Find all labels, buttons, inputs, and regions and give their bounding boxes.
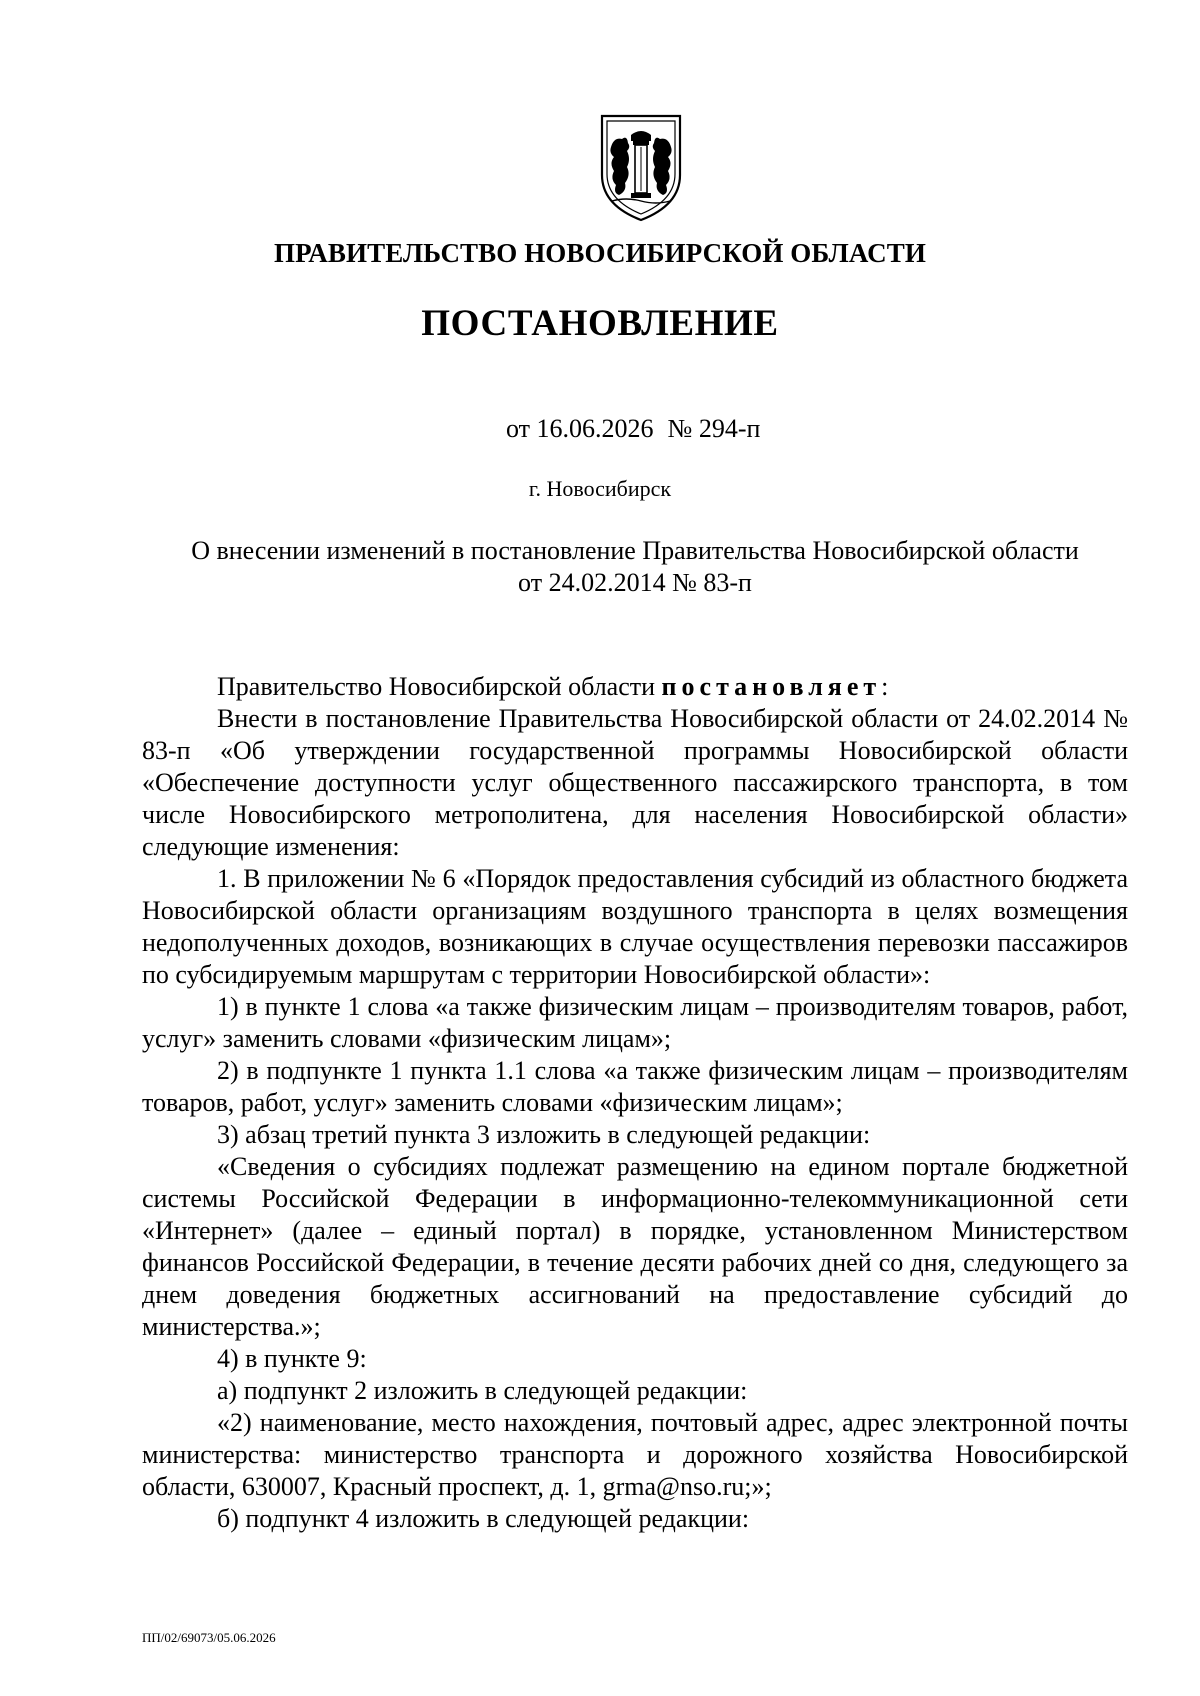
- body-paragraph: а) подпункт 2 изложить в следующей редакции:: [217, 1376, 748, 1405]
- body-paragraph: 1) в пункте 1 слова «а также физическим лицам – производителям товаров, работ, услуг» заменить словами «физическим лицам»;: [142, 992, 1128, 1053]
- intro-paragraph: [142, 671, 1128, 703]
- document-number: № 294-п: [667, 414, 761, 443]
- city-line: г. Новосибирск: [528, 476, 672, 501]
- body-paragraph: «Сведения о субсидиях подлежат размещению на едином портале бюджетной системы Российской Федерации в информационно-телекоммуникационной сети «Интернет» (далее – единый портал) в порядке, установленном Министерством финансов Российской Федерации, в течение десяти рабочих дней со дня, следующего за днем доведения бюджетных ассигнований на предоставление субсидий до министерства.»;: [142, 1152, 1128, 1341]
- body-paragraph: 3) абзац третий пункта 3 изложить в следующей редакции:: [217, 1120, 871, 1149]
- body-paragraph: «2) наименование, место нахождения, почтовый адрес, адрес электронной почты министерства: министерство транспорта и дорожного хозяйства Новосибирской области, 630007, Красный проспект, д. 1, grma@nso.ru;»;: [142, 1408, 1128, 1501]
- body-paragraph: 1. В приложении № 6 «Порядок предоставления субсидий из областного бюджета Новосибирской области организациям воздушного транспорта в целях возмещения недополученных доходов, возникающих в случае осуществления перевозки пассажиров по субсидируемым маршрутам с территории Новосибирской области»:: [142, 864, 1128, 989]
- date-number-line: [506, 414, 760, 444]
- body-paragraph: 2) в подпункте 1 пункта 1.1 слова «а также физическим лицам – производителям товаров, работ, услуг» заменить словами «физическим лицам»;: [142, 1056, 1128, 1117]
- document-subject: [140, 535, 1130, 599]
- document-body: [142, 671, 1128, 1535]
- subject-line-2: от 24.02.2014 № 83-п: [518, 568, 752, 597]
- subject-line-1: О внесении изменений в постановление Правительства Новосибирской области: [191, 536, 1079, 565]
- intro-lead: Правительство Новосибирской области: [217, 672, 662, 701]
- body-paragraph: Внести в постановление Правительства Новосибирской области от 24.02.2014 № 83-п «Об утверждении государственной программы Новосибирской области «Обеспечение доступности услуг общественного пассажирского транспорта, в том числе Новосибирского метрополитена, для населения Новосибирской области» следующие изменения:: [142, 704, 1128, 861]
- body-paragraph: б) подпункт 4 изложить в следующей редакции:: [217, 1504, 750, 1533]
- body-paragraph: 4) в пункте 9:: [217, 1344, 367, 1373]
- footer-code: ПП/02/69073/05.06.2026: [142, 1630, 276, 1645]
- document-date: от 16.06.2026: [506, 414, 654, 443]
- coat-of-arms-icon: [598, 113, 684, 223]
- document-type-title: ПОСТАНОВЛЕНИЕ: [421, 303, 779, 344]
- intro-tail: :: [881, 672, 889, 701]
- organization-title: ПРАВИТЕЛЬСТВО НОВОСИБИРСКОЙ ОБЛАСТИ: [274, 238, 926, 268]
- intro-emphasis: постановляет: [661, 672, 882, 701]
